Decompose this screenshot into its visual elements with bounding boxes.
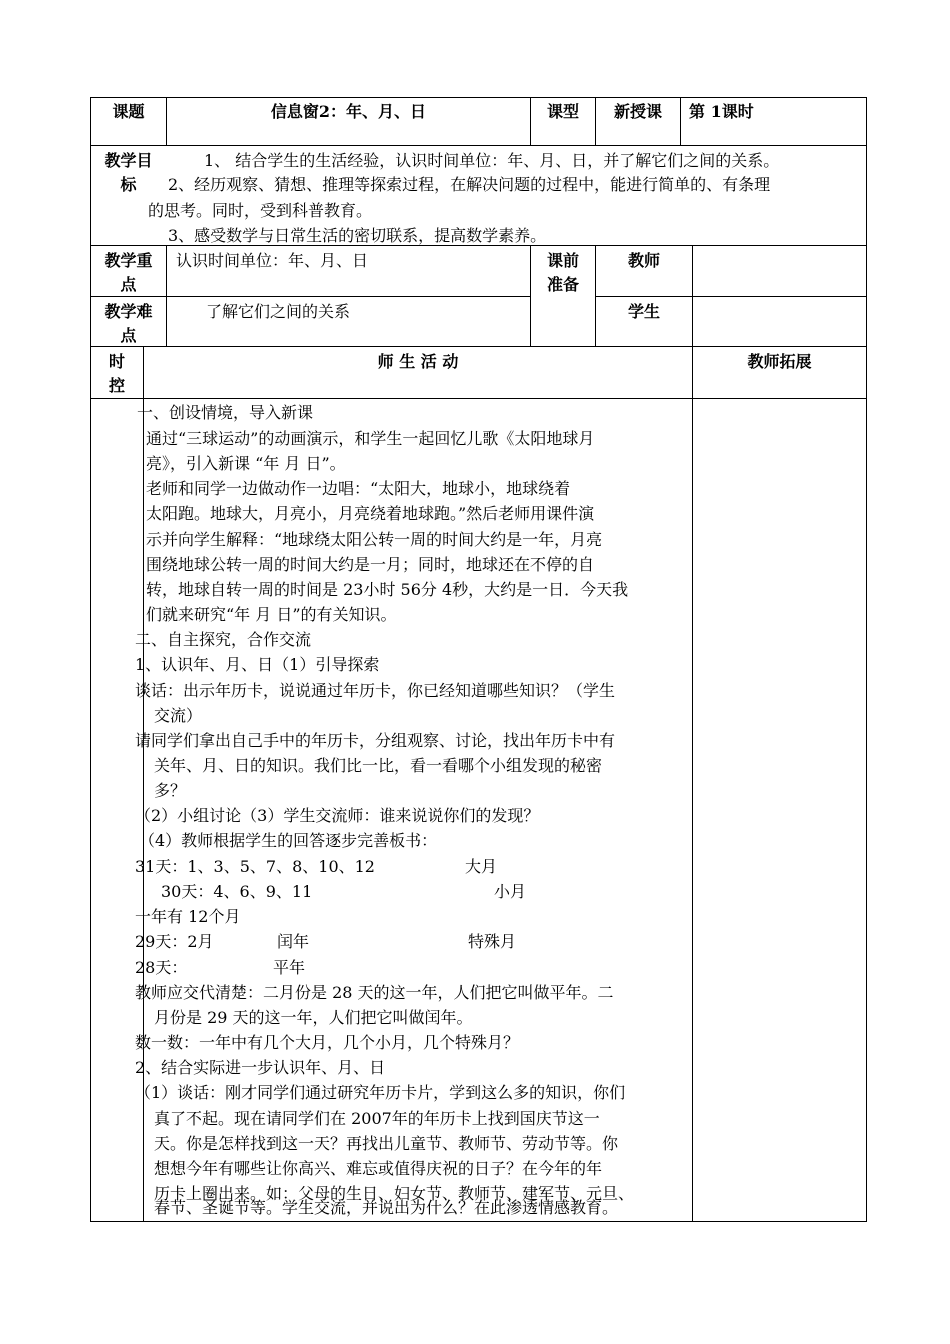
keypoints-value: 认识时间单位：年、月、日	[176, 251, 369, 270]
difficulties-label-line2: 点	[120, 326, 137, 345]
board-special-month: 特殊月	[468, 932, 517, 951]
board-small-month: 小月	[494, 882, 527, 901]
row-divider	[595, 296, 867, 297]
row-divider	[90, 346, 867, 347]
topic-label: 课题	[112, 102, 145, 121]
table-border-top	[90, 97, 867, 98]
body-line: 老师和同学一边做动作一边唱：“太阳大，地球小，地球绕着	[146, 479, 571, 498]
goal-line-1: 1、 结合学生的生活经验，认识时间单位：年、月、日，并了解它们之间的关系。	[204, 151, 780, 170]
goals-label-line1: 教学目	[104, 151, 153, 170]
board-leap-year: 闰年	[277, 932, 310, 951]
board-common-year: 平年	[273, 958, 306, 977]
body-line: 们就来研究“年 月 日”的有关知识。	[146, 605, 397, 624]
goals-label-line2: 标	[120, 175, 137, 194]
col-divider	[166, 245, 167, 346]
body-line: （4）教师根据学生的回答逐步完善板书：	[139, 831, 438, 850]
body-line: 历卡上圈出来。如：父母的生日、妇女节、教师节、建军节、元旦、	[154, 1184, 635, 1203]
body-line: 天。你是怎样找到这一天？再找出儿童节、教师节、劳动节等。你	[154, 1134, 619, 1153]
difficulties-value: 了解它们之间的关系	[206, 302, 351, 321]
body-line: 亮》，引入新课 “年 月 日”。	[146, 454, 346, 473]
body-line: 谈话：出示年历卡，说说通过年历卡，你已经知道哪些知识？（学生	[135, 681, 616, 700]
body-line: 春节、圣诞节等。学生交流，并说出为什么？在此渗透情感教育。	[154, 1198, 619, 1217]
body-line: 多？	[154, 781, 187, 800]
prep-label-line2: 准备	[546, 275, 579, 294]
body-line: 30天：4、6、9、11	[161, 882, 313, 901]
body-line: 转，地球自转一周的时间是 23小时 56分 4秒，大约是一日．今天我	[146, 580, 629, 599]
table-border-bottom	[90, 1221, 867, 1222]
period-label: 第 1课时	[689, 102, 754, 121]
goal-line-3: 的思考。同时，受到科普教育。	[148, 201, 373, 220]
row-divider	[90, 398, 867, 399]
topic-value: 信息窗2：年、月、日	[270, 102, 427, 121]
col-divider	[680, 97, 681, 145]
goal-line-2: 2、经历观察、猜想、推理等探索过程，在解决问题的过程中，能进行简单的、有条理	[168, 175, 771, 194]
difficulties-label-line1: 教学难	[104, 302, 153, 321]
body-line: 月份是 29 天的这一年，人们把它叫做闰年。	[154, 1008, 473, 1027]
body-line: 31天：1、3、5、7、8、10、12	[135, 857, 375, 876]
body-line: （1）谈话：刚才同学们通过研究年历卡片，学到这么多的知识，你们	[135, 1083, 626, 1102]
col-divider	[692, 346, 693, 1222]
body-line: 太阳跑。地球大，月亮小，月亮绕着地球跑。”然后老师用课件演	[146, 504, 595, 523]
body-line: 交流）	[154, 706, 203, 725]
body-line: 想想今年有哪些让你高兴、难忘或值得庆祝的日子？在今年的年	[154, 1159, 603, 1178]
body-line: 通过“三球运动”的动画演示，和学生一起回忆儿歌《太阳地球月	[146, 429, 595, 448]
body-line: 关年、月、日的知识。我们比一比，看一看哪个小组发现的秘密	[154, 756, 603, 775]
body-line: 29天：2月	[135, 932, 214, 951]
body-line: 教师应交代清楚：二月份是 28 天的这一年，人们把它叫做平年。二	[135, 983, 614, 1002]
type-value: 新授课	[613, 102, 662, 121]
body-line: 数一数：一年中有几个大月，几个小月，几个特殊月？	[135, 1033, 520, 1052]
keypoints-label-line1: 教学重	[104, 251, 153, 270]
body-line: 真了不起。现在请同学们在 2007年的年历卡上找到国庆节这一	[154, 1109, 600, 1128]
row-divider	[90, 145, 867, 146]
body-line: 示并向学生解释：“地球绕太阳公转一周的时间大约是一年，月亮	[146, 530, 603, 549]
body-line: 请同学们拿出自己手中的年历卡，分组观察、讨论，找出年历卡中有	[135, 731, 616, 750]
prep-label-line1: 课前	[546, 251, 579, 270]
body-line: 1、认识年、月、日（1）引导探索	[135, 655, 380, 674]
body-line: （2）小组讨论（3）学生交流师：谁来说说你们的发现？	[135, 806, 540, 825]
board-big-month: 大月	[465, 857, 498, 876]
activity-header: 师 生 活 动	[377, 352, 459, 371]
body-line: 一年有 12个月	[135, 907, 241, 926]
body-line: 一、创设情境，导入新课	[137, 403, 314, 422]
body-line: 2、结合实际进一步认识年、月、日	[135, 1058, 386, 1077]
keypoints-label-line2: 点	[120, 275, 137, 294]
extension-header: 教师拓展	[747, 352, 812, 371]
body-line: 28天：	[135, 958, 188, 977]
body-line: 二、自主探究，合作交流	[135, 630, 312, 649]
table-border-right	[866, 97, 867, 1222]
col-divider	[692, 245, 693, 346]
goal-line-4: 3、感受数学与日常生活的密切联系，提高数学素养。	[168, 226, 547, 245]
type-label: 课型	[546, 102, 579, 121]
body-line: 围绕地球公转一周的时间大约是一月；同时，地球还在不停的自	[146, 555, 595, 574]
time-label-line2: 控	[108, 376, 125, 395]
teacher-prep-label: 教师	[627, 251, 660, 270]
time-label-line1: 时	[108, 352, 125, 371]
student-prep-label: 学生	[627, 302, 660, 321]
